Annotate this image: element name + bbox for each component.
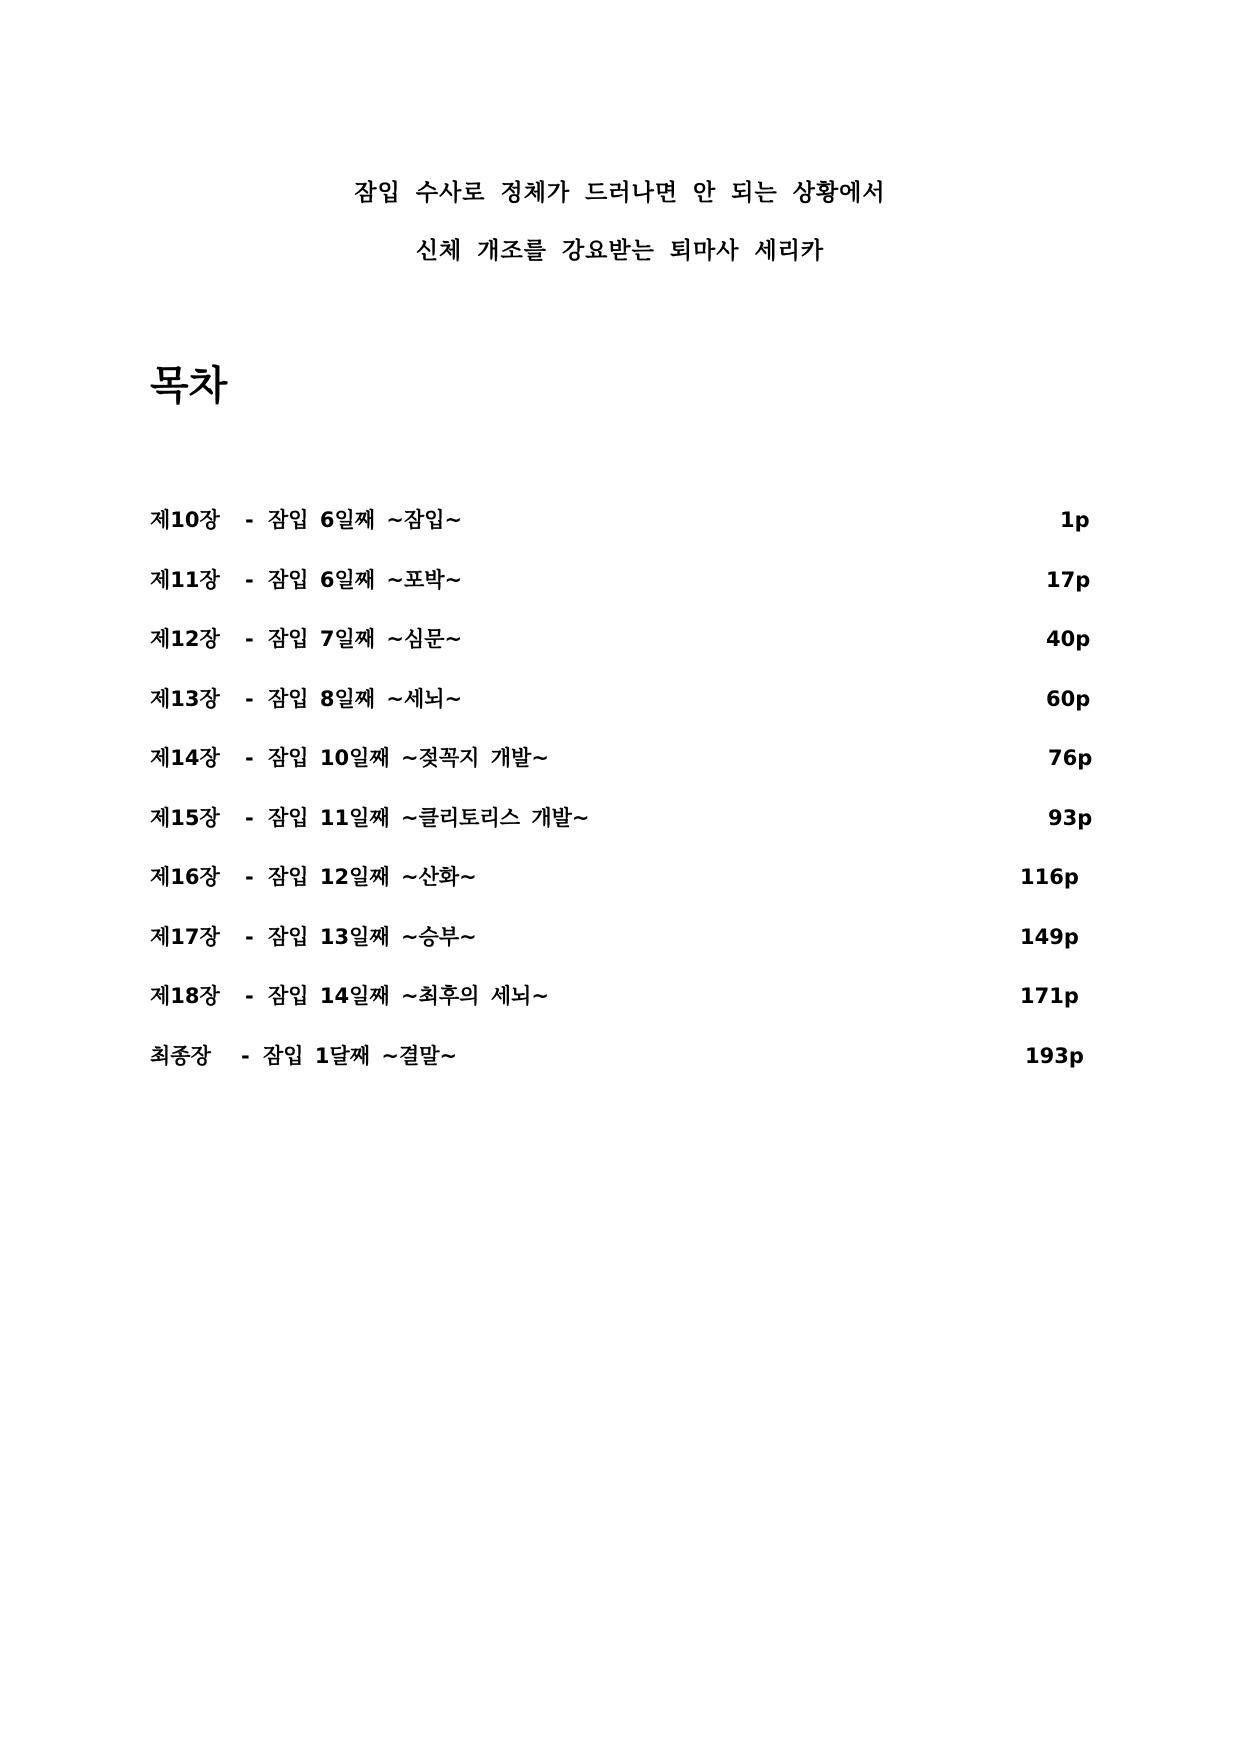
toc-separator: - bbox=[245, 984, 254, 1008]
toc-chapter-title: 잠입 10일째 ~젖꼭지 개발~ bbox=[268, 746, 549, 770]
toc-entry bbox=[150, 924, 1090, 984]
toc-chapter-title: 잠입 7일째 ~심문~ bbox=[268, 627, 463, 651]
title-line-2: 신체 개조를 강요받는 퇴마사 세리카 bbox=[415, 238, 825, 264]
toc-chapter-title: 잠입 6일째 ~포박~ bbox=[268, 567, 463, 592]
toc-page-number: 17p bbox=[1046, 567, 1091, 592]
title-line-1: 잠입 수사로 정체가 드러나면 안 되는 상황에서 bbox=[354, 180, 886, 206]
toc-page-number: 60p bbox=[1046, 686, 1091, 711]
toc-chapter-title: 잠입 8일째 ~세뇌~ bbox=[268, 686, 463, 711]
toc-heading: 목차 bbox=[150, 363, 228, 409]
toc-chapter-label: 제13장 bbox=[150, 686, 220, 711]
toc-entry bbox=[150, 567, 1090, 627]
toc-page-number: 40p bbox=[1046, 627, 1091, 651]
toc-page-number: 1p bbox=[1060, 508, 1090, 532]
toc-chapter-title: 잠입 11일째 ~클리토리스 개발~ bbox=[268, 805, 590, 830]
toc-chapter-label: 제10장 bbox=[150, 508, 220, 532]
toc-chapter-title: 잠입 13일째 ~승부~ bbox=[268, 924, 477, 949]
table-of-contents bbox=[150, 507, 1093, 1102]
toc-page-number: 193p bbox=[1025, 1043, 1084, 1068]
toc-separator: - bbox=[245, 865, 254, 889]
toc-chapter-label: 제18장 bbox=[150, 984, 220, 1008]
toc-separator: - bbox=[245, 627, 254, 651]
toc-entry bbox=[150, 686, 1090, 746]
toc-chapter-title: 잠입 6일째 ~잠입~ bbox=[268, 508, 463, 532]
toc-chapter-label: 최종장 bbox=[150, 1043, 211, 1068]
toc-chapter-label: 제11장 bbox=[150, 567, 220, 592]
toc-entry bbox=[150, 745, 1093, 805]
toc-separator: - bbox=[245, 805, 254, 830]
toc-chapter-label: 제17장 bbox=[150, 924, 220, 949]
toc-page-number: 76p bbox=[1048, 746, 1093, 770]
toc-separator: - bbox=[245, 508, 254, 532]
toc-entry bbox=[150, 805, 1093, 865]
toc-entry bbox=[150, 507, 1090, 567]
toc-separator: - bbox=[245, 924, 254, 949]
toc-chapter-title: 잠입 12일째 ~산화~ bbox=[268, 865, 477, 889]
toc-entry bbox=[150, 864, 1090, 924]
toc-page-number: 116p bbox=[1020, 865, 1079, 889]
toc-entry bbox=[150, 983, 1090, 1043]
toc-chapter-title: 잠입 14일째 ~최후의 세뇌~ bbox=[268, 984, 549, 1008]
toc-separator: - bbox=[241, 1043, 250, 1068]
toc-entry bbox=[150, 1043, 1090, 1103]
toc-entry bbox=[150, 626, 1090, 686]
toc-chapter-label: 제15장 bbox=[150, 805, 220, 830]
toc-separator: - bbox=[245, 686, 254, 711]
toc-chapter-label: 제14장 bbox=[150, 746, 220, 770]
toc-page-number: 149p bbox=[1020, 924, 1079, 949]
toc-separator: - bbox=[245, 567, 254, 592]
toc-chapter-title: 잠입 1달째 ~결말~ bbox=[263, 1043, 458, 1068]
toc-page-number: 171p bbox=[1020, 984, 1079, 1008]
toc-separator: - bbox=[245, 746, 254, 770]
toc-chapter-label: 제16장 bbox=[150, 865, 220, 889]
toc-page-number: 93p bbox=[1048, 805, 1093, 830]
toc-chapter-label: 제12장 bbox=[150, 627, 220, 651]
